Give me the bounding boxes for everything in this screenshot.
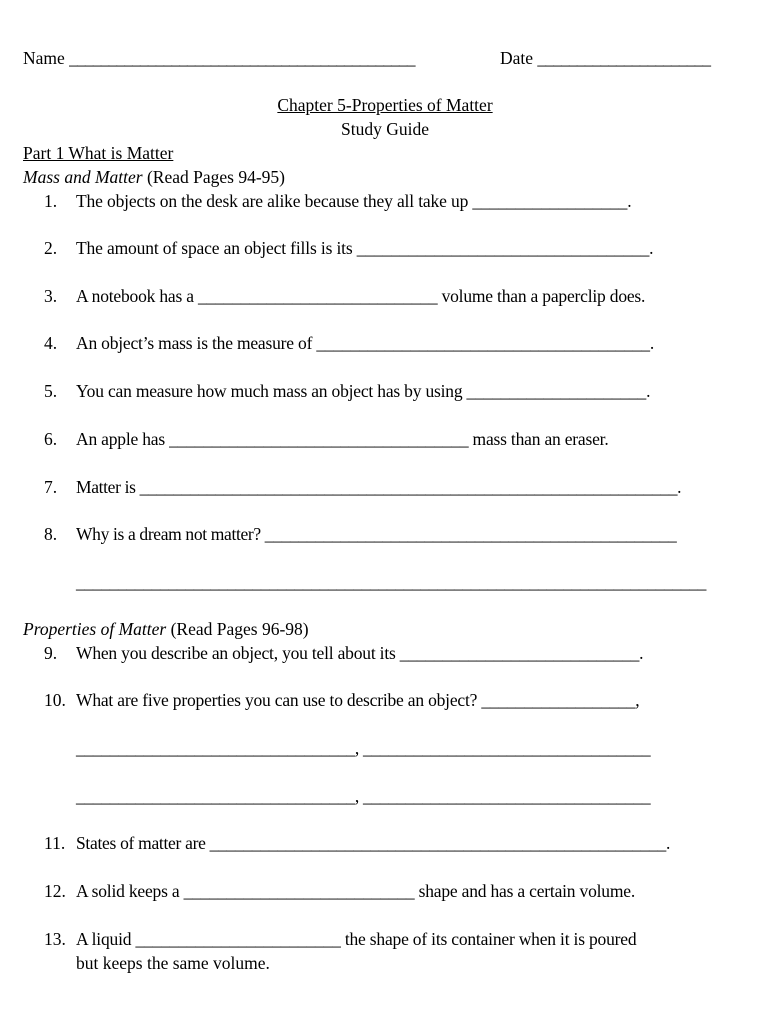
question-3-number: 3.: [44, 286, 58, 306]
question-3-text: A notebook has a ____________________________ volume than a paperclip does.: [76, 286, 646, 306]
date-blank: ______________________: [537, 48, 711, 68]
question-4-text: An object’s mass is the measure of _______________________________________.: [76, 333, 655, 353]
question-2-text: The amount of space an object fills is its __________________________________.: [76, 238, 654, 258]
question-8-answer-line: ___________________________________________________________________________: [76, 572, 707, 592]
name-label: Name: [23, 48, 65, 68]
date-label: Date: [500, 48, 534, 68]
section-mass-matter-title: Mass and Matter: [23, 167, 143, 187]
question-1-number: 1.: [44, 191, 58, 211]
section-mass-matter-pages: (Read Pages 94-95): [146, 167, 285, 187]
question-11-text: States of matter are ______________________________________________________.: [76, 833, 671, 853]
question-6-text: An apple has ___________________________________ mass than an eraser.: [76, 429, 609, 449]
question-7-text: Matter is ________________________________________________________________.: [76, 477, 682, 497]
section-properties-matter-title: Properties of Matter: [23, 619, 167, 639]
question-12-text: A solid keeps a ___________________________ shape and has a certain volume.: [76, 881, 635, 901]
name-blank: ____________________________________________: [69, 48, 415, 68]
part1-heading: Part 1 What is Matter: [23, 143, 174, 163]
question-11-number: 11.: [44, 833, 66, 853]
question-12-number: 12.: [44, 881, 66, 901]
question-5-number: 5.: [44, 381, 58, 401]
question-2-number: 2.: [44, 238, 58, 258]
question-4-number: 4.: [44, 333, 58, 353]
question-7-number: 7.: [44, 477, 58, 497]
section-mass-matter: [23, 167, 285, 189]
question-10-number: 10.: [44, 690, 66, 710]
chapter-title: Chapter 5-Properties of Matter: [277, 95, 493, 115]
question-10-text: What are five properties you can use to describe an object? __________________,: [76, 690, 640, 710]
date-field: [500, 48, 710, 70]
question-13-number: 13.: [44, 929, 66, 949]
question-9-number: 9.: [44, 643, 58, 663]
question-8-text: Why is a dream not matter? _________________________________________________: [76, 524, 677, 544]
question-1-text: The objects on the desk are alike because they all take up __________________.: [76, 191, 632, 211]
question-5-text: You can measure how much mass an object has by using _____________________.: [76, 381, 651, 401]
question-9-text: When you describe an object, you tell about its ____________________________.: [76, 643, 644, 663]
question-13-text-continued: but keeps the same volume.: [76, 953, 270, 973]
section-properties-matter-pages: (Read Pages 96-98): [170, 619, 309, 639]
study-guide-subtitle: Study Guide: [341, 119, 429, 139]
question-10-answer-line-2: _________________________________, __________________________________: [76, 786, 651, 806]
name-date-line: [23, 48, 415, 70]
section-properties-matter: [23, 619, 309, 641]
question-10-answer-line-1: _________________________________, __________________________________: [76, 738, 651, 758]
question-6-number: 6.: [44, 429, 58, 449]
question-13-text: A liquid ________________________ the shape of its container when it is poured: [76, 929, 637, 949]
question-8-number: 8.: [44, 524, 58, 544]
